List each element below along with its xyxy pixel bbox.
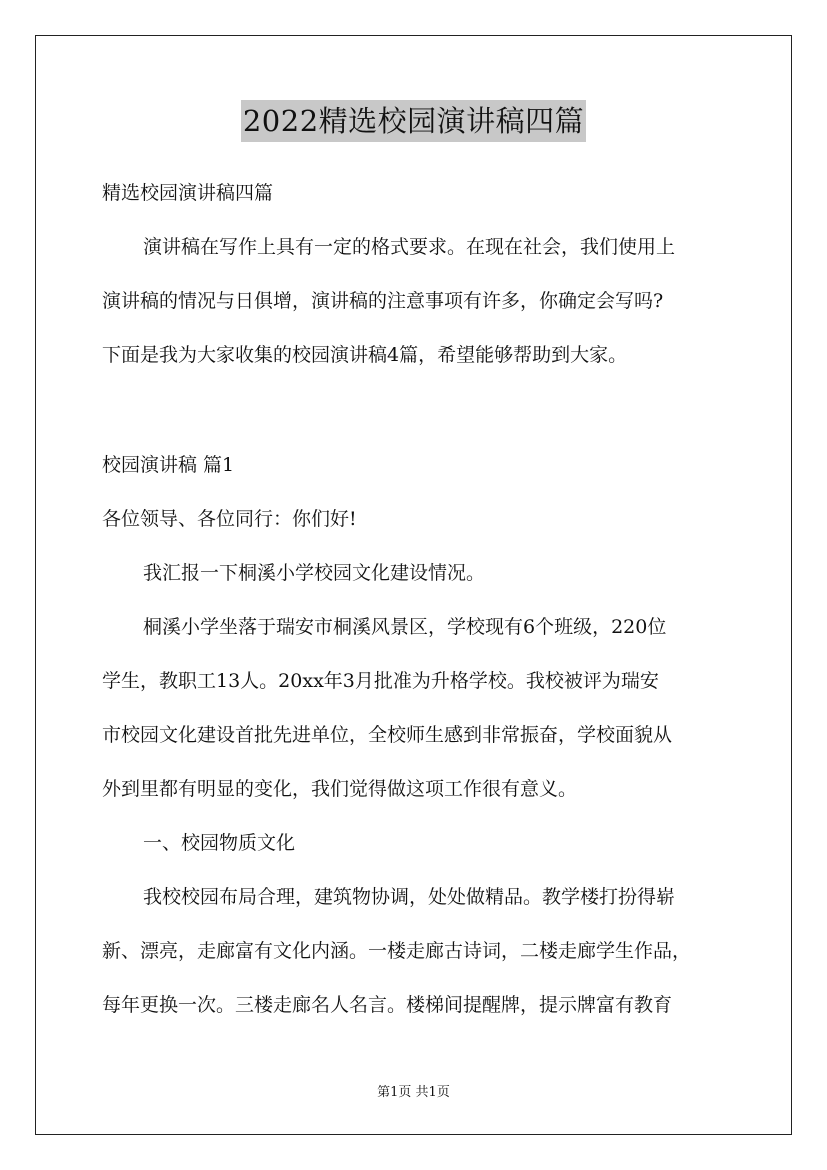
paragraph-line: 每年更换一次。三楼走廊名人名言。楼梯间提醒牌，提示牌富有教育 bbox=[102, 994, 673, 1016]
subtitle-line: 精选校园演讲稿四篇 bbox=[102, 182, 274, 204]
paragraph-line: 下面是我为大家收集的校园演讲稿4篇，希望能够帮助到大家。 bbox=[102, 344, 628, 366]
paragraph-line: 新、漂亮，走廊富有文化内涵。一楼走廊古诗词，二楼走廊学生作品， bbox=[102, 940, 692, 962]
paragraph-line: 外到里都有明显的变化，我们觉得做这项工作很有意义。 bbox=[102, 778, 578, 800]
title-container bbox=[0, 100, 827, 142]
paragraph-line: 学生，教职工13人。20xx年3月批准为升格学校。我校被评为瑞安 bbox=[102, 670, 659, 692]
paragraph-line: 演讲稿在写作上具有一定的格式要求。在现在社会，我们使用上 bbox=[143, 236, 676, 258]
page-footer: 第1页 共1页 bbox=[377, 1085, 450, 1100]
subsection-heading: 一、校园物质文化 bbox=[143, 832, 296, 854]
paragraph-line: 演讲稿的情况与日俱增，演讲稿的注意事项有许多，你确定会写吗? bbox=[102, 290, 664, 312]
paragraph-line: 桐溪小学坐落于瑞安市桐溪风景区，学校现有6个班级，220位 bbox=[143, 616, 667, 638]
paragraph-line: 我汇报一下桐溪小学校园文化建设情况。 bbox=[143, 562, 486, 584]
paragraph-line: 我校校园布局合理，建筑物协调，处处做精品。教学楼打扮得崭 bbox=[143, 886, 676, 908]
greeting-line: 各位领导、各位同行：你们好! bbox=[102, 508, 357, 530]
document-title: 2022精选校园演讲稿四篇 bbox=[241, 100, 586, 142]
paragraph-line: 市校园文化建设首批先进单位，全校师生感到非常振奋，学校面貌从 bbox=[102, 724, 673, 746]
section-heading: 校园演讲稿 篇1 bbox=[102, 454, 235, 476]
